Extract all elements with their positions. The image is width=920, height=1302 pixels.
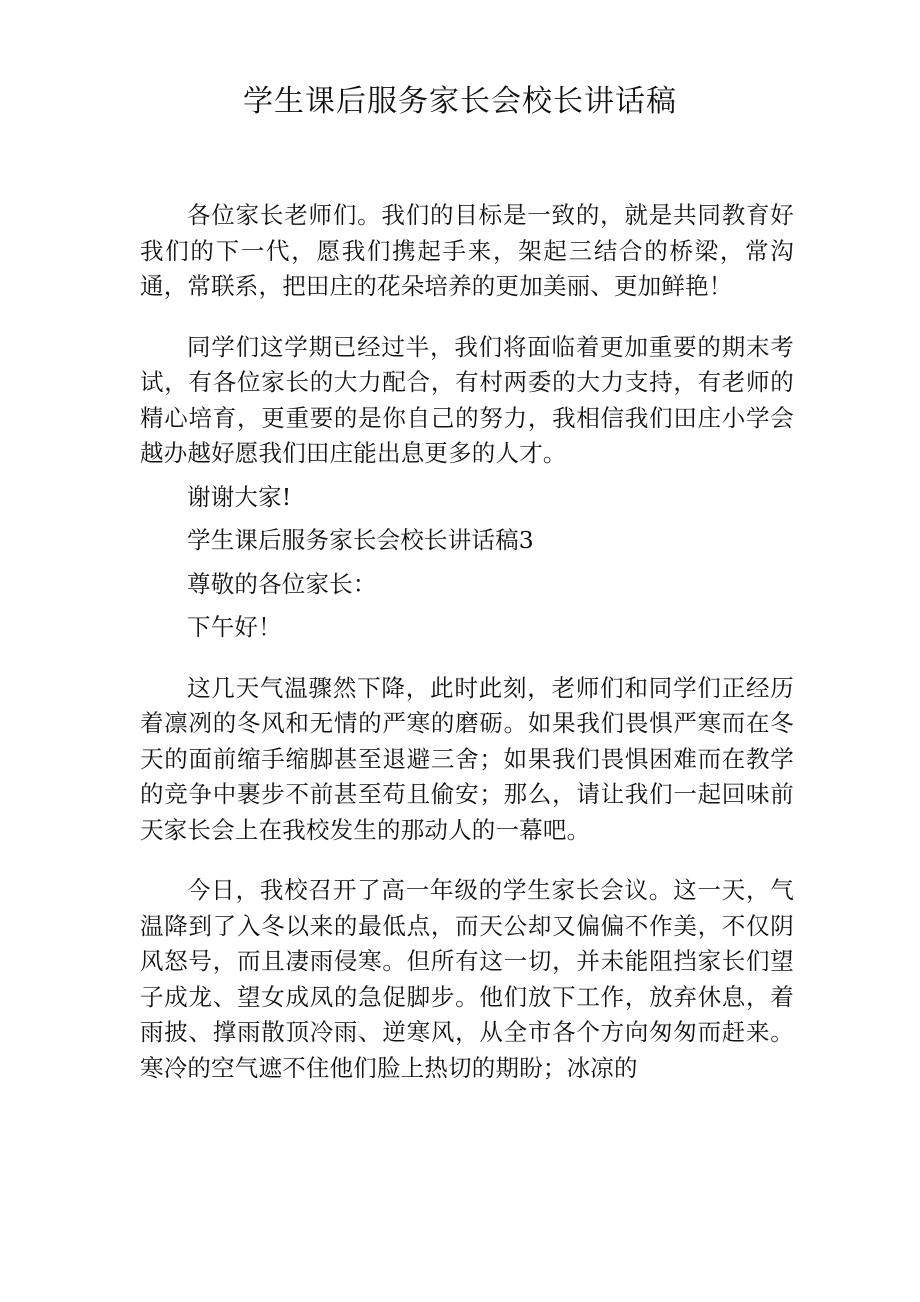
paragraph-salutation: 尊敬的各位家长： <box>187 569 377 598</box>
document-title: 学生课后服务家长会校长讲话稿 <box>243 84 677 119</box>
paragraph-cold-weather: 这几天气温骤然下降，此时此刻，老师们和同学们正经历着凛冽的冬风和无情的严寒的磨砺。如果我们畏惧严寒而在冬天的面前缩手缩脚甚至退避三舍；如果我们畏惧困难而在教学的竞争中裹步不前甚至苟且偷安；那么，请让我们一起回味前天家长会上在我校发生的那动人的一幕吧。 <box>140 673 794 844</box>
paragraph-closing-wish: 各位家长老师们。我们的目标是一致的，就是共同教育好我们的下一代，愿我们携起手来，架起三结合的桥梁，常沟通，常联系，把田庄的花朵培养的更加美丽、更加鲜艳！ <box>140 201 794 300</box>
section-heading-speech-3: 学生课后服务家长会校长讲话稿3 <box>187 526 534 554</box>
paragraph-parent-meeting: 今日，我校召开了高一年级的学生家长会议。这一天，气温降到了入冬以来的最低点，而天公却又偏偏不作美，不仅阴风怒号，而且凄雨侵寒。但所有这一切，并未能阻挡家长们望子成龙、望女成凤的急促脚步。他们放下工作，放弃休息，着雨披、撑雨散顶冷雨、逆寒风，从全市各个方向匆匆而赶来。寒冷的空气遮不住他们脸上热切的期盼；冰凉的 <box>140 876 794 1082</box>
paragraph-thanks: 谢谢大家! <box>187 482 292 511</box>
paragraph-greeting: 下午好！ <box>187 613 282 641</box>
document-body <box>140 198 794 1086</box>
paragraph-exam-support: 同学们这学期已经过半，我们将面临着更加重要的期末考试，有各位家长的大力配合，有村两委的大力支持，有老师的精心培育，更重要的是你自己的努力，我相信我们田庄小学会越办越好愿我们田庄能出息更多的人才。 <box>140 332 794 467</box>
